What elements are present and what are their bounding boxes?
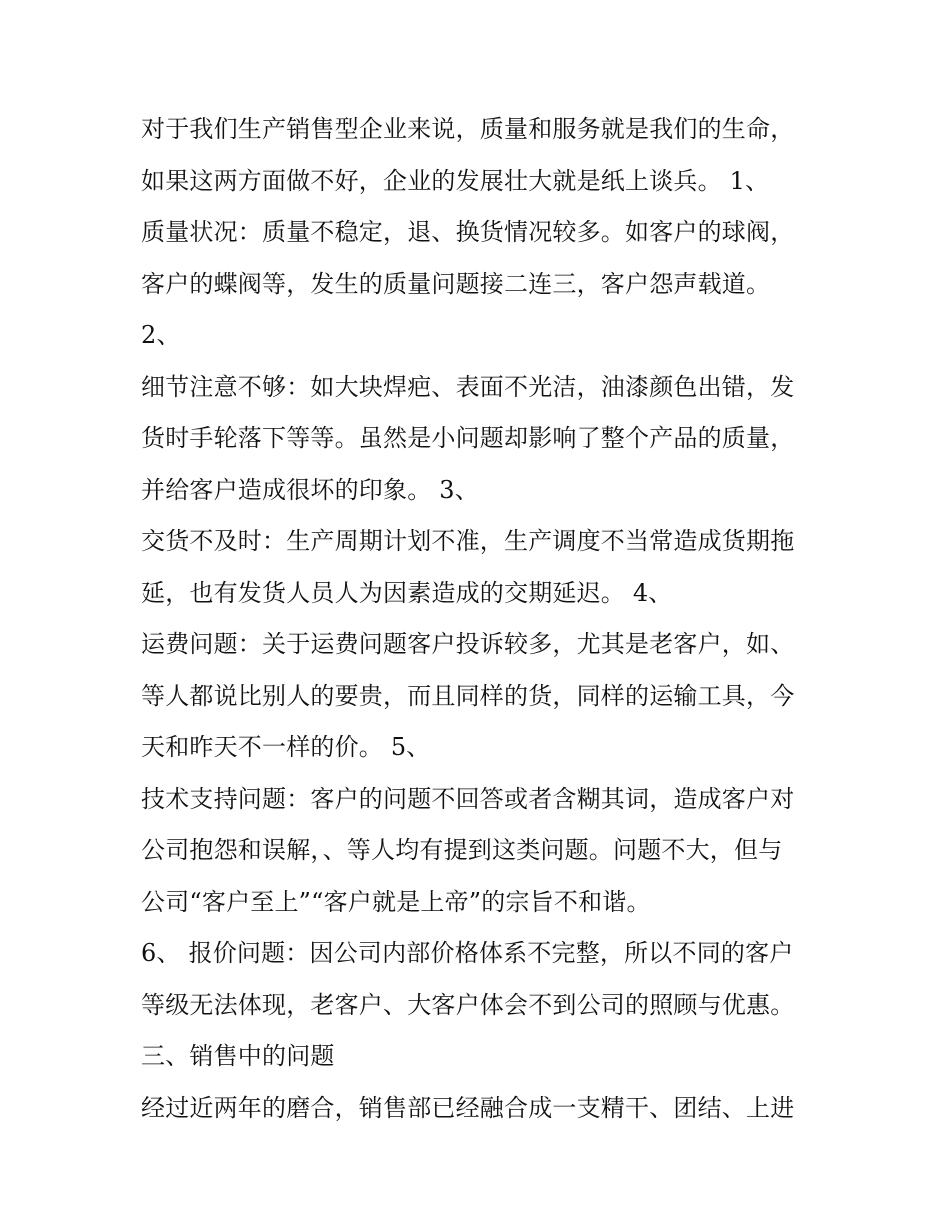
text-line: 等级无法体现，老客户、大客户体会不到公司的照顾与优惠。 — [141, 990, 795, 1019]
text-line: 客户的蝶阀等，发生的质量问题接二连三，客户怨声载道。 — [141, 269, 771, 298]
text-line: 细节注意不够：如大块焊疤、表面不光洁，油漆颜色出错，发 — [141, 372, 795, 401]
text-line: 天和昨天不一样的价。 5、 — [141, 733, 431, 761]
text-line: 2、 — [141, 321, 181, 349]
text-line: 公司抱怨和误解，、等人均有提到这类问题。问题不大，但与 — [141, 836, 783, 864]
text-line: 延，也有发货人员人为因素造成的交期延迟。 4、 — [141, 578, 673, 607]
text-line: 等人都说比别人的要贵，而且同样的货，同样的运输工具，今 — [141, 681, 795, 710]
text-line: 如果这两方面做不好，企业的发展壮大就是纸上谈兵。 1、 — [141, 166, 770, 195]
text-line: 6、 报价问题：因公司内部价格体系不完整，所以不同的客户 — [141, 939, 794, 967]
text-line: 技术支持问题：客户的问题不回答或者含糊其词，造成客户对 — [141, 784, 795, 813]
text-line: 货时手轮落下等等。虽然是小问题却影响了整个产品的质量， — [141, 424, 795, 452]
text-line: 公司“客户至上”“客户就是上帝”的宗旨不和谐。 — [141, 887, 651, 916]
text-line: 运费问题：关于运费问题客户投诉较多，尤其是老客户，如、 — [141, 630, 795, 658]
text-line: 对于我们生产销售型企业来说，质量和服务就是我们的生命， — [141, 115, 795, 143]
text-line: 并给客户造成很坏的印象。 3、 — [141, 475, 479, 504]
document-body — [141, 104, 821, 1134]
text-line: 质量状况：质量不稳定，退、换货情况较多。如客户的球阀， — [141, 218, 795, 246]
section-heading: 三、销售中的问题 — [141, 1042, 335, 1070]
text-line: 经过近两年的磨合，销售部已经融合成一支精干、团结、上进 — [141, 1093, 795, 1122]
text-line: 交货不及时：生产周期计划不准，生产调度不当常造成货期拖 — [141, 527, 795, 555]
